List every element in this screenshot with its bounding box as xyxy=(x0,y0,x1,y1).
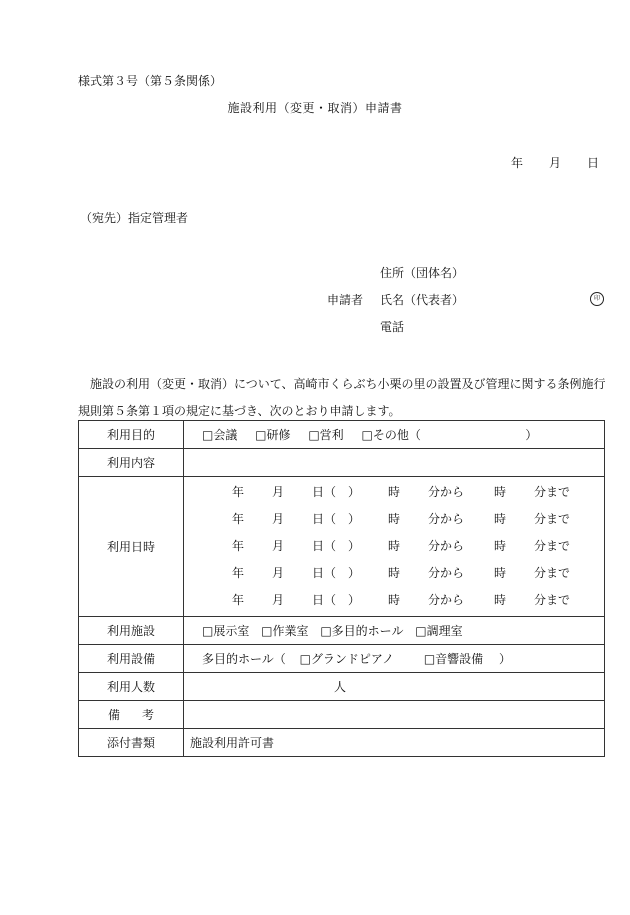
datetime-part-until: 分まで xyxy=(534,566,571,580)
facility-option-exhibition[interactable]: □展示室 xyxy=(202,624,250,638)
facility-option-kitchen[interactable]: □調理室 xyxy=(415,624,463,638)
facility-row xyxy=(79,617,605,645)
datetime-part-day: 日（ ） xyxy=(312,512,361,526)
attachments-value: 施設利用許可書 xyxy=(184,729,605,757)
name-label: 氏名（代表者） xyxy=(380,293,465,307)
datetime-part-from: 分から xyxy=(428,512,465,526)
datetime-row xyxy=(79,477,605,617)
datetime-part-month: 月 xyxy=(272,539,285,553)
datetime-entries xyxy=(184,477,605,617)
datetime-part-year: 年 xyxy=(232,593,245,607)
datetime-part-day: 日（ ） xyxy=(312,485,361,499)
purpose-option-training[interactable]: □研修 xyxy=(255,428,291,442)
form-number: 様式第３号（第５条関係） xyxy=(78,74,223,88)
datetime-part-from: 分から xyxy=(428,566,465,580)
addressee: （宛先）指定管理者 xyxy=(80,211,189,225)
facility-label: 利用施設 xyxy=(79,617,184,645)
purpose-label: 利用目的 xyxy=(79,421,184,449)
purpose-other-close: ） xyxy=(525,428,538,442)
application-statement: 施設の利用（変更・取消）について、高崎市くらぶち小栗の里の設置及び管理に関する条例施行規則第５条第１項の規定に基づき、次のとおり申請します。 xyxy=(78,377,606,418)
equipment-option-piano[interactable]: □グランドピアノ xyxy=(299,652,394,666)
datetime-part-from: 分から xyxy=(428,485,465,499)
datetime-entry-row[interactable] xyxy=(232,479,604,506)
datetime-part-until: 分まで xyxy=(534,485,571,499)
seal-icon: 印 xyxy=(590,292,604,306)
datetime-part-hour: 時 xyxy=(388,512,401,526)
phone-label: 電話 xyxy=(380,320,405,334)
datetime-part-until: 分まで xyxy=(534,512,571,526)
datetime-part-day: 日（ ） xyxy=(312,593,361,607)
datetime-part-year: 年 xyxy=(232,512,245,526)
datetime-part-hour2: 時 xyxy=(494,593,507,607)
people-unit: 人 xyxy=(334,680,347,694)
datetime-part-day: 日（ ） xyxy=(312,539,361,553)
datetime-part-hour2: 時 xyxy=(494,485,507,499)
remarks-row xyxy=(79,701,605,729)
date-year: 年 xyxy=(511,156,524,170)
datetime-part-hour: 時 xyxy=(388,566,401,580)
equipment-row xyxy=(79,645,605,673)
datetime-part-month: 月 xyxy=(272,485,285,499)
datetime-part-day: 日（ ） xyxy=(312,566,361,580)
facility-option-workroom[interactable]: □作業室 xyxy=(261,624,309,638)
datetime-part-hour2: 時 xyxy=(494,512,507,526)
datetime-part-from: 分から xyxy=(428,593,465,607)
document-title: 施設利用（変更・取消）申請書 xyxy=(227,101,403,115)
content-label: 利用内容 xyxy=(79,449,184,477)
applicant-label: 申請者 xyxy=(327,293,364,307)
attachments-row xyxy=(79,729,605,757)
equipment-options xyxy=(184,645,605,673)
datetime-entry-row[interactable] xyxy=(232,587,604,614)
purpose-option-other[interactable]: □その他（ xyxy=(361,428,421,442)
address-label: 住所（団体名） xyxy=(380,266,465,280)
purpose-options xyxy=(184,421,605,449)
datetime-label: 利用日時 xyxy=(79,477,184,617)
content-row xyxy=(79,449,605,477)
datetime-part-month: 月 xyxy=(272,566,285,580)
datetime-entry-row[interactable] xyxy=(232,560,604,587)
datetime-part-year: 年 xyxy=(232,485,245,499)
datetime-part-from: 分から xyxy=(428,539,465,553)
datetime-entry-row[interactable] xyxy=(232,506,604,533)
equipment-option-sound[interactable]: □音響設備 xyxy=(423,652,484,666)
people-row xyxy=(79,673,605,701)
datetime-part-hour2: 時 xyxy=(494,539,507,553)
content-field[interactable] xyxy=(184,449,605,477)
date-line xyxy=(511,154,599,171)
datetime-part-hour2: 時 xyxy=(494,566,507,580)
people-field[interactable] xyxy=(184,673,605,701)
application-table xyxy=(78,420,605,757)
date-month: 月 xyxy=(549,156,562,170)
datetime-part-year: 年 xyxy=(232,566,245,580)
equipment-label: 利用設備 xyxy=(79,645,184,673)
remarks-field[interactable] xyxy=(184,701,605,729)
facility-options xyxy=(184,617,605,645)
datetime-part-until: 分まで xyxy=(534,593,571,607)
datetime-part-hour: 時 xyxy=(388,485,401,499)
datetime-part-month: 月 xyxy=(272,512,285,526)
date-day: 日 xyxy=(587,156,600,170)
purpose-row xyxy=(79,421,605,449)
people-label: 利用人数 xyxy=(79,673,184,701)
datetime-part-year: 年 xyxy=(232,539,245,553)
datetime-part-hour: 時 xyxy=(388,593,401,607)
purpose-option-meeting[interactable]: □会議 xyxy=(202,428,238,442)
remarks-label: 備考 xyxy=(79,701,184,729)
attachments-label: 添付書類 xyxy=(79,729,184,757)
datetime-part-until: 分まで xyxy=(534,539,571,553)
facility-option-hall[interactable]: □多目的ホール xyxy=(320,624,404,638)
datetime-part-month: 月 xyxy=(272,593,285,607)
equipment-prefix: 多目的ホール（ xyxy=(202,652,286,666)
datetime-entry-row[interactable] xyxy=(232,533,604,560)
equipment-suffix: ） xyxy=(498,652,511,666)
datetime-part-hour: 時 xyxy=(388,539,401,553)
purpose-option-commercial[interactable]: □営利 xyxy=(308,428,344,442)
